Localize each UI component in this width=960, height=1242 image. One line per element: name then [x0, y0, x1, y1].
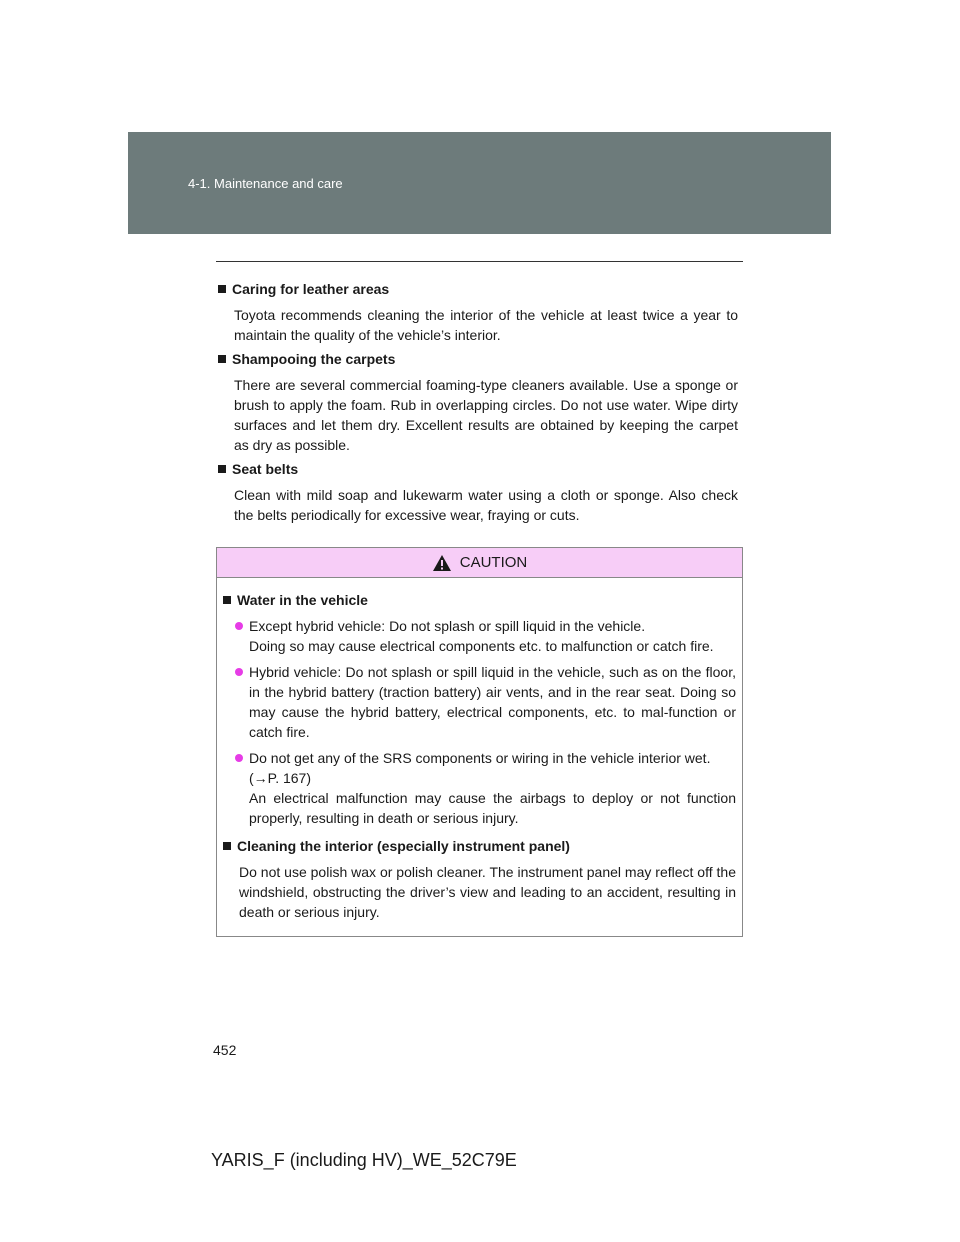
- section-header: [128, 132, 831, 234]
- page-reference: (→P. 167): [249, 770, 311, 786]
- square-bullet-icon: [218, 465, 226, 473]
- caution-box: [216, 547, 743, 937]
- section-heading: Caring for leather areas: [232, 281, 390, 297]
- bullet-text: Doing so may cause electrical components etc. to malfunction or catch fire.: [249, 638, 714, 654]
- section-seat-belts: [218, 459, 738, 525]
- round-bullet-icon: [235, 622, 243, 630]
- section-text: Toyota recommends cleaning the interior of the vehicle at least twice a year to maintain the quality of the vehicle’s interior.: [234, 307, 738, 343]
- square-bullet-icon: [223, 842, 231, 850]
- document-footer: YARIS_F (including HV)_WE_52C79E: [211, 1150, 517, 1170]
- section-heading: Seat belts: [232, 461, 299, 477]
- section-carpets: [218, 349, 738, 455]
- section-text: There are several commercial foaming-type cleaners available. Use a sponge or brush to apply the foam. Rub in overlapping circles. Do not use water. Wipe dirty surfaces and let them dry. Excellent results are obtained by keeping the carpet as dry as possible.: [234, 377, 738, 453]
- caution-heading: Cleaning the interior (especially instrument panel): [237, 838, 570, 854]
- caution-cleaning-section: [223, 836, 742, 922]
- bullet-text: An electrical malfunction may cause the airbags to deploy or not function properly, resulting in death or serious injury.: [249, 790, 736, 826]
- divider: [216, 261, 743, 262]
- square-bullet-icon: [218, 285, 226, 293]
- page-number: 452: [213, 1042, 237, 1058]
- bullet-text: Hybrid vehicle: Do not splash or spill liquid in the vehicle, such as on the floor, in the hybrid battery (traction battery) air vents, and in the rear seat. Doing so may cause the hybrid battery, electrical components, etc. to mal-function or catch fire.: [249, 664, 736, 740]
- caution-water-section: [223, 590, 742, 828]
- section-leather: [218, 279, 738, 345]
- list-item: [223, 662, 742, 742]
- round-bullet-icon: [235, 754, 243, 762]
- square-bullet-icon: [223, 596, 231, 604]
- section-heading: Shampooing the carpets: [232, 351, 396, 367]
- square-bullet-icon: [218, 355, 226, 363]
- main-content: [218, 279, 738, 529]
- caution-header: [217, 548, 742, 578]
- warning-triangle-icon: [432, 554, 452, 572]
- section-title: 4-1. Maintenance and care: [188, 176, 343, 191]
- bullet-text: Except hybrid vehicle: Do not splash or spill liquid in the vehicle.: [249, 618, 646, 634]
- caution-heading: Water in the vehicle: [237, 592, 368, 608]
- bullet-text: Do not get any of the SRS components or wiring in the vehicle interior wet.: [249, 750, 711, 766]
- list-item: [223, 748, 742, 828]
- round-bullet-icon: [235, 668, 243, 676]
- list-item: [223, 616, 742, 656]
- section-text: Clean with mild soap and lukewarm water using a cloth or sponge. Also check the belts periodically for excessive wear, fraying or cuts.: [234, 487, 738, 523]
- caution-label: CAUTION: [459, 554, 528, 571]
- caution-text: Do not use polish wax or polish cleaner. The instrument panel may reflect off the windshield, obstructing the driver’s view and leading to an accident, resulting in death or serious injury.: [239, 864, 736, 920]
